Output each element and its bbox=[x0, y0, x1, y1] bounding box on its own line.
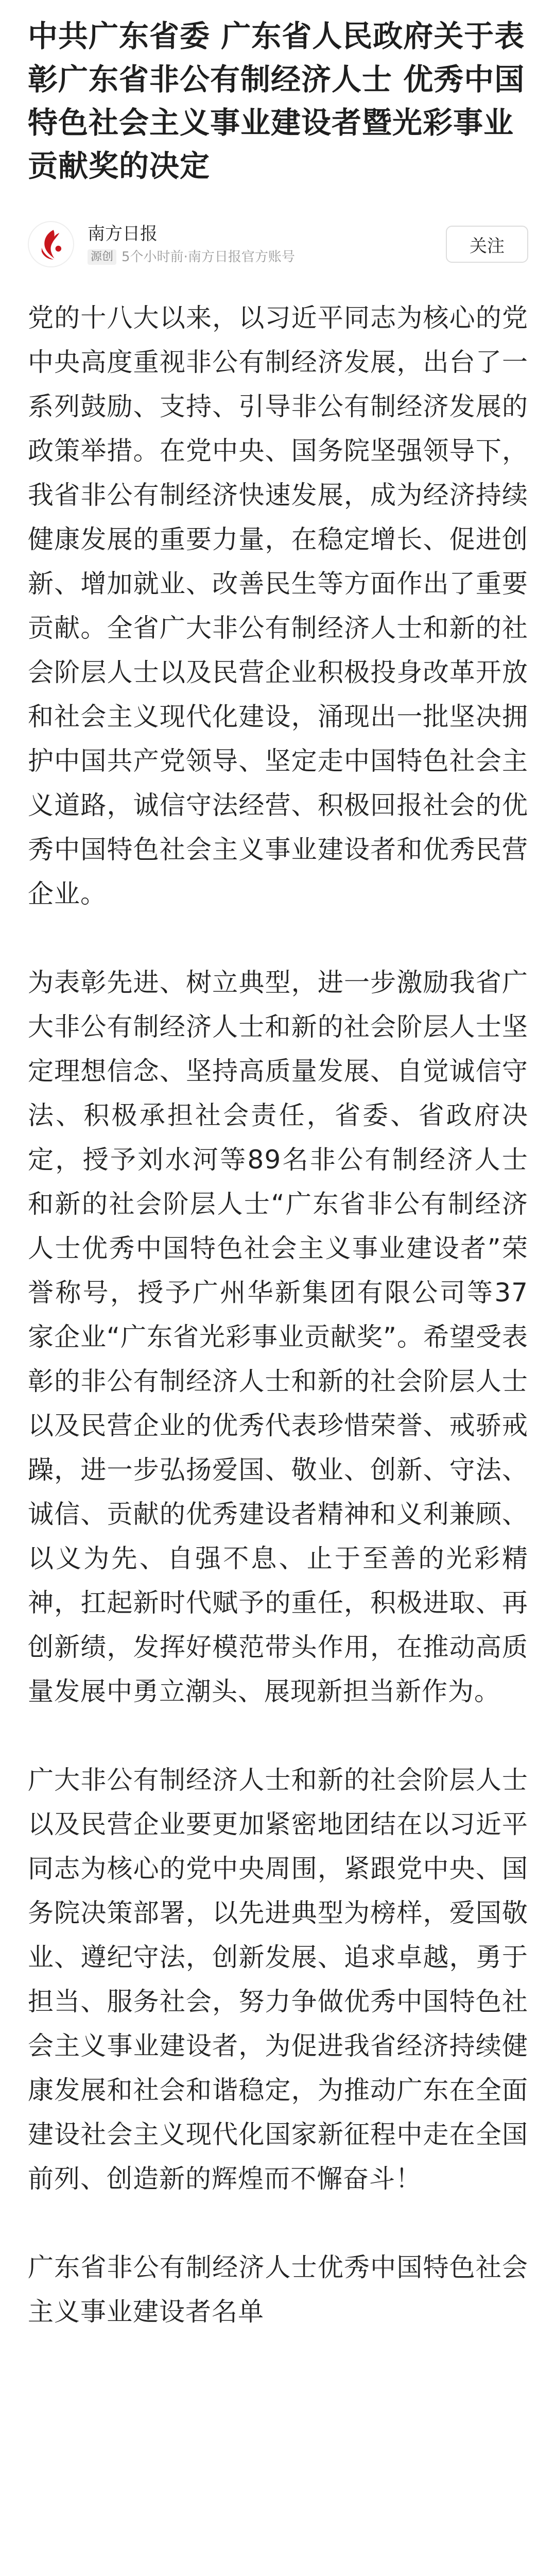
honoree-list-heading: 广东省非公有制经济人士优秀中国特色社会主义事业建设者名单 bbox=[28, 2252, 528, 2327]
article-paragraph-3: 广大非公有制经济人士和新的社会阶层人士以及民营企业要更加紧密地团结在以习近平同志为核心的党中央周围，紧跟党中央、国务院决策部署，以先进典型为榜样，爱国敬业、遵纪守法，创新发展、追求卓越，勇于担当、服务社会，努力争做优秀中国特色社会主义事业建设者，为促进我省经济持续健康发展和社会和谐稳定，为推动广东在全面建设社会主义现代化国家新征程中走在全国前列、创造新的辉煌而不懈奋斗！ bbox=[28, 1765, 528, 2194]
article-paragraph-2: 为表彰先进、树立典型，进一步激励我省广大非公有制经济人士和新的社会阶层人士坚定理想信念、坚持高质量发展、自觉诚信守法、积极承担社会责任，省委、省政府决定，授予刘水河等89名非公有制经济人士和新的社会阶层人士“广东省非公有制经济人士优秀中国特色社会主义事业建设者”荣誉称号，授予广州华新集团有限公司等37家企业“广东省光彩事业贡献奖”。希望受表彰的非公有制经济人士和新的社会阶层人士以及民营企业的优秀代表珍惜荣誉、戒骄戒躁，进一步弘扬爱国、敬业、创新、守法、诚信、贡献的优秀建设者精神和义利兼顾、以义为先、自强不息、止于至善的光彩精神，扛起新时代赋予的重任，积极进取、再创新绩，发挥好模范带头作用，在推动高质量发展中勇立潮头、展现新担当新作为。 bbox=[28, 968, 528, 1706]
author-meta bbox=[88, 248, 295, 266]
author-info bbox=[88, 223, 295, 266]
author-bar bbox=[28, 213, 528, 275]
nanfang-daily-logo-icon bbox=[29, 222, 73, 266]
follow-button[interactable]: 关注 bbox=[446, 226, 528, 263]
author-source: 南方日报官方账号 bbox=[187, 249, 295, 265]
article-title: 中共广东省委 广东省人民政府关于表彰广东省非公有制经济人士 优秀中国特色社会主义事业建设者暨光彩事业贡献奖的决定 bbox=[28, 19, 525, 183]
author-name[interactable]: 南方日报 bbox=[88, 224, 158, 244]
original-badge: 源创 bbox=[88, 249, 116, 265]
article-body bbox=[28, 296, 528, 2334]
publish-time: 5个小时前 bbox=[122, 249, 184, 265]
article-paragraph-1: 党的十八大以来，以习近平同志为核心的党中央高度重视非公有制经济发展，出台了一系列鼓励、支持、引导非公有制经济发展的政策举措。在党中央、国务院坚强领导下，我省非公有制经济快速发展，成为经济持续健康发展的重要力量，在稳定增长、促进创新、增加就业、改善民生等方面作出了重要贡献。全省广大非公有制经济人士和新的社会阶层人士以及民营企业积极投身改革开放和社会主义现代化建设，涌现出一批坚决拥护中国共产党领导、坚定走中国特色社会主义道路，诚信守法经营、积极回报社会的优秀中国特色社会主义事业建设者和优秀民营企业。 bbox=[28, 303, 528, 909]
meta-separator: · bbox=[183, 249, 188, 265]
author-avatar[interactable] bbox=[28, 221, 74, 267]
